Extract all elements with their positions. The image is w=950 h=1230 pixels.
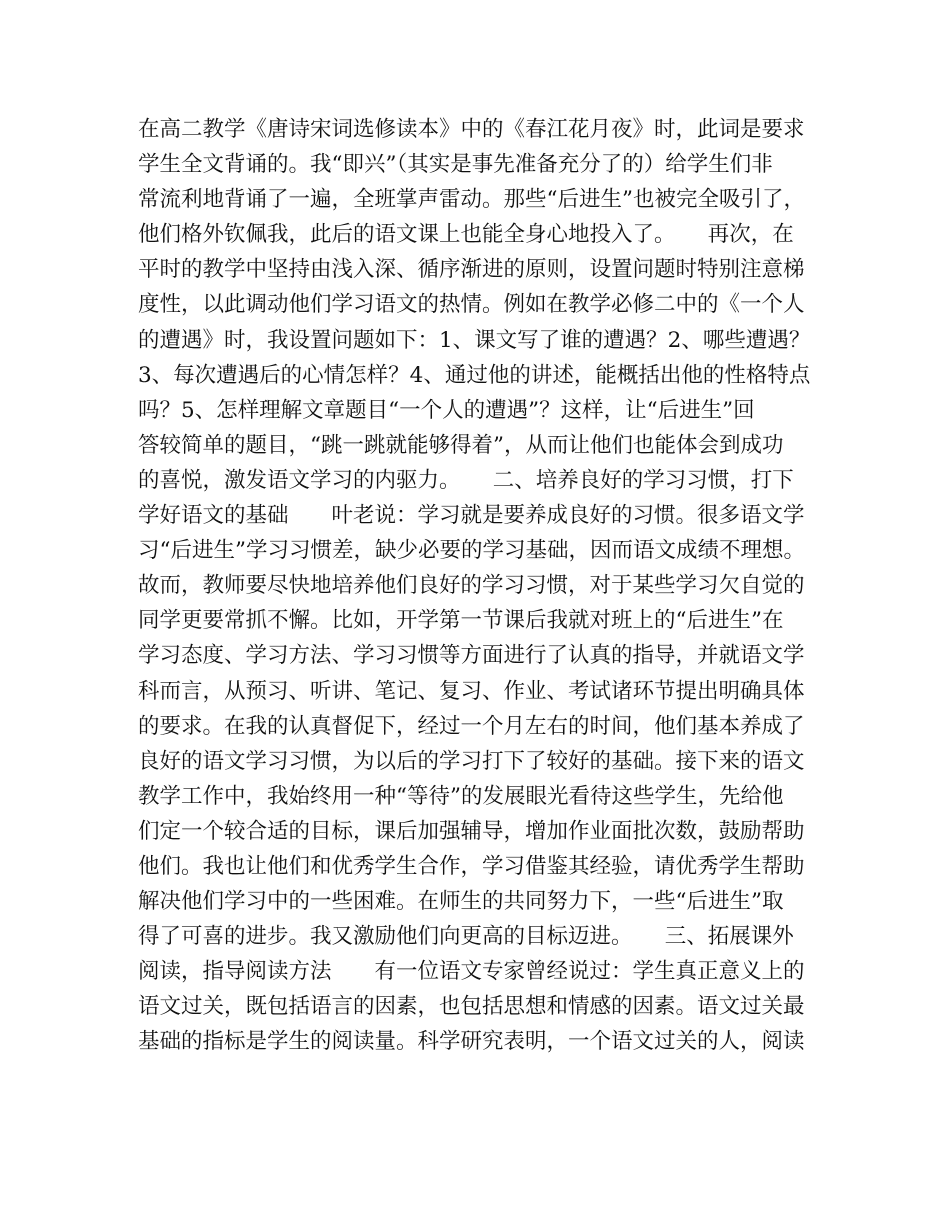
text-line-24: 得了可喜的进步。我又激励他们向更高的目标迈进。 三、拓展课外 — [138, 924, 794, 950]
text-line-12: 学好语文的基础 叶老说：学习就是要养成良好的习惯。很多语文学 — [138, 503, 805, 529]
text-line-5: 平时的教学中坚持由浅入深、循序渐进的原则，设置问题时特别注意梯 — [138, 257, 805, 283]
text-line-7: 的遭遇》时，我设置问题如下：1、课文写了谁的遭遇？2、哪些遭遇？ — [138, 327, 811, 353]
text-line-3: 常流利地背诵了一遍，全班掌声雷动。那些“后进生”也被完全吸引了， — [138, 187, 805, 213]
text-line-4: 他们格外钦佩我，此后的语文课上也能全身心地投入了。 再次，在 — [138, 222, 794, 248]
text-line-20: 教学工作中，我始终用一种“等待”的发展眼光看待这些学生，先给他 — [138, 783, 784, 809]
text-line-23: 解决他们学习中的一些困难。在师生的共同努力下，一些“后进生”取 — [138, 889, 784, 915]
text-line-14: 故而，教师要尽快地培养他们良好的学习习惯，对于某些学习欠自觉的 — [138, 573, 805, 599]
text-line-17: 科而言，从预习、听讲、笔记、复习、作业、考试诸环节提出明确具体 — [138, 678, 805, 704]
text-line-1: 在高二教学《唐诗宋词选修读本》中的《春江花月夜》时，此词是要求 — [138, 117, 805, 142]
text-line-18: 的要求。在我的认真督促下，经过一个月左右的时间，他们基本养成了 — [138, 713, 805, 739]
text-line-16: 学习态度、学习方法、学习习惯等方面进行了认真的指导，并就语文学 — [138, 643, 805, 669]
body-text — [138, 112, 828, 1060]
text-line-21: 们定一个较合适的目标，课后加强辅导，增加作业面批次数，鼓励帮助 — [138, 818, 805, 844]
text-line-9: 吗？5、怎样理解文章题目“一个人的遭遇”？这样，让“后进生”回 — [138, 397, 755, 423]
text-line-6: 度性，以此调动他们学习语文的热情。例如在教学必修二中的《一个人 — [138, 292, 805, 318]
text-line-22: 他们。我也让他们和优秀学生合作，学习借鉴其经验，请优秀学生帮助 — [138, 853, 805, 879]
text-line-8: 3、每次遭遇后的心情怎样？4、通过他的讲述，能概括出他的性格特点 — [138, 362, 811, 388]
text-line-11: 的喜悦，激发语文学习的内驱力。 二、培养良好的学习习惯，打下 — [138, 467, 794, 493]
text-line-13: 习“后进生”学习习惯差，缺少必要的学习基础，因而语文成绩不理想。 — [138, 538, 805, 564]
text-line-26: 语文过关，既包括语言的因素，也包括思想和情感的因素。语文过关最 — [138, 994, 805, 1020]
text-line-25: 阅读，指导阅读方法 有一位语文专家曾经说过：学生真正意义上的 — [138, 959, 805, 985]
text-line-15: 同学更要常抓不懈。比如，开学第一节课后我就对班上的“后进生”在 — [138, 608, 784, 634]
text-line-27: 基础的指标是学生的阅读量。科学研究表明，一个语文过关的人，阅读 — [138, 1029, 805, 1055]
text-line-10: 答较简单的题目，“跳一跳就能够得着”，从而让他们也能体会到成功 — [138, 432, 784, 458]
text-line-19: 良好的语文学习习惯，为以后的学习打下了较好的基础。接下来的语文 — [138, 748, 805, 774]
text-line-2: 学生全文背诵的。我“即兴”（其实是事先准备充分了的）给学生们非 — [138, 152, 773, 178]
